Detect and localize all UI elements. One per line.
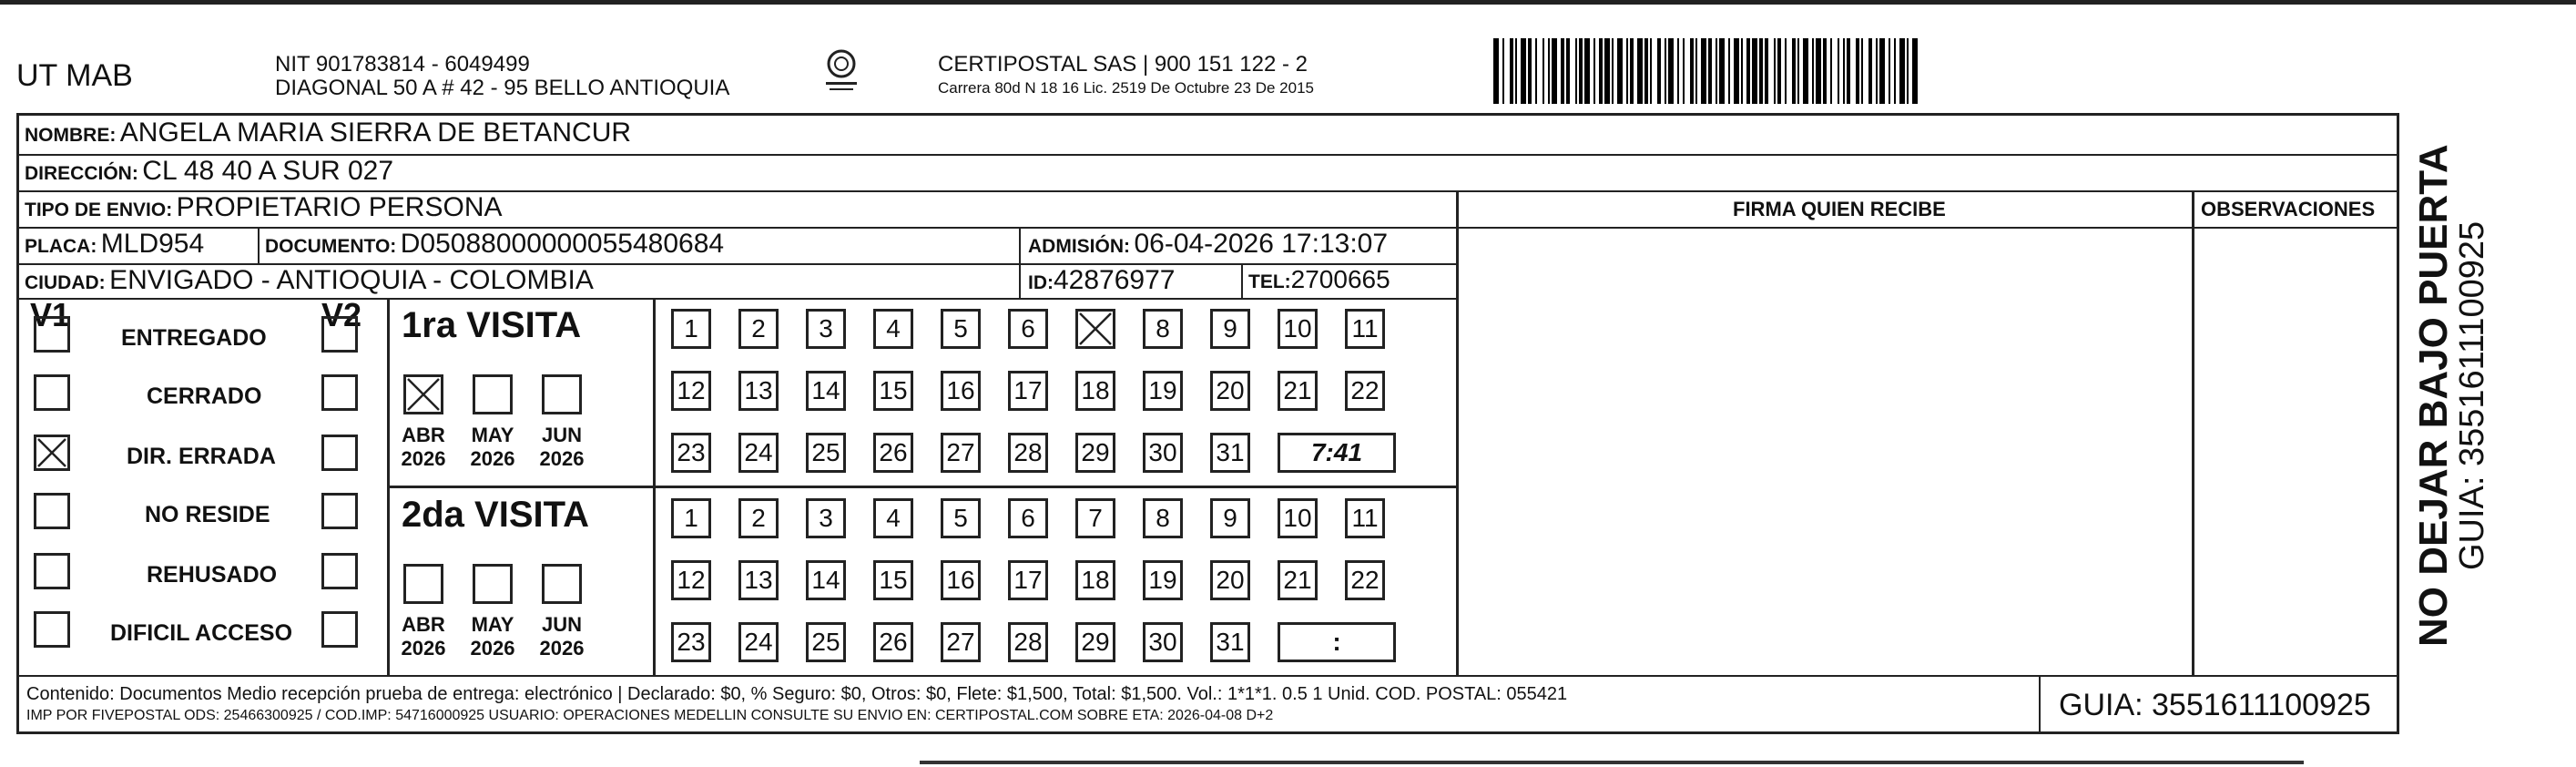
status-label: CERRADO	[147, 384, 262, 409]
day-checkbox[interactable]	[1075, 309, 1115, 349]
day-checkbox[interactable]: 31	[1210, 433, 1250, 473]
admision-label: ADMISIÓN:	[1028, 236, 1130, 257]
day-checkbox[interactable]: 4	[873, 498, 913, 538]
day-checkbox[interactable]: 5	[941, 498, 981, 538]
day-checkbox[interactable]: 20	[1210, 371, 1250, 411]
observaciones-header: OBSERVACIONES	[2201, 198, 2376, 220]
day-checkbox[interactable]: 3	[806, 498, 846, 538]
company-name: UT MAB	[16, 58, 133, 93]
visit-title: 1ra VISITA	[402, 305, 582, 345]
day-checkbox[interactable]: 21	[1278, 560, 1318, 600]
status-label: NO RESIDE	[145, 502, 270, 527]
day-checkbox[interactable]: 16	[941, 560, 981, 600]
top-border-line	[0, 0, 2576, 5]
day-checkbox[interactable]: 17	[1008, 371, 1048, 411]
status-label: REHUSADO	[147, 562, 278, 588]
day-checkbox[interactable]: 25	[806, 433, 846, 473]
id-value: 42876977	[1054, 265, 1176, 295]
v2-checkbox[interactable]	[321, 611, 358, 648]
placa-value: MLD954	[100, 229, 205, 259]
v1-checkbox[interactable]	[34, 374, 70, 411]
day-checkbox[interactable]: 26	[873, 622, 913, 662]
day-checkbox[interactable]: 12	[671, 371, 711, 411]
day-checkbox[interactable]: 28	[1008, 433, 1048, 473]
side-guia-number: GUIA: 3551611100925	[2453, 220, 2491, 570]
time-field[interactable]: :	[1278, 622, 1396, 662]
id-label: ID:	[1028, 272, 1054, 293]
v1-header: V1	[30, 296, 71, 333]
day-checkbox[interactable]: 8	[1143, 498, 1183, 538]
day-checkbox[interactable]: 6	[1008, 498, 1048, 538]
day-checkbox[interactable]: 2	[738, 498, 779, 538]
day-checkbox[interactable]: 6	[1008, 309, 1048, 349]
day-checkbox[interactable]: 21	[1278, 371, 1318, 411]
status-label: ENTREGADO	[121, 325, 267, 351]
month-label: MAY 2026	[470, 613, 515, 660]
day-checkbox[interactable]: 15	[873, 560, 913, 600]
day-checkbox[interactable]: 11	[1345, 309, 1385, 349]
month-checkbox[interactable]	[473, 564, 513, 604]
day-checkbox[interactable]: 27	[941, 622, 981, 662]
day-checkbox[interactable]: 8	[1143, 309, 1183, 349]
direccion-value: CL 48 40 A SUR 027	[142, 156, 394, 186]
v1-checkbox[interactable]	[34, 493, 70, 529]
v2-checkbox[interactable]	[321, 435, 358, 471]
tipo-value: PROPIETARIO PERSONA	[176, 192, 503, 222]
month-label: ABR 2026	[401, 424, 446, 470]
day-checkbox[interactable]: 10	[1278, 498, 1318, 538]
day-checkbox[interactable]: 13	[738, 560, 779, 600]
day-checkbox[interactable]: 9	[1210, 498, 1250, 538]
nombre-label: NOMBRE:	[25, 125, 117, 146]
no-dejar-bajo-puerta: NO DEJAR BAJO PUERTA	[2411, 144, 2456, 647]
day-checkbox[interactable]: 20	[1210, 560, 1250, 600]
day-checkbox[interactable]: 15	[873, 371, 913, 411]
v2-checkbox[interactable]	[321, 493, 358, 529]
month-checkbox[interactable]	[473, 374, 513, 414]
company-address: DIAGONAL 50 A # 42 - 95 BELLO ANTIOQUIA	[275, 76, 730, 100]
tipo-label: TIPO DE ENVIO:	[25, 199, 173, 220]
visit-title: 2da VISITA	[402, 495, 589, 535]
footer-content: Contenido: Documentos Medio recepción prueba de entrega: electrónico | Declarado: $0, % Seguro: $0, Otros: $0, Flete: $1,500, Total: $1,500. Vol.: 1*1*1. 0.5 1 Unid. COD. POSTAL: 055421	[26, 684, 1568, 704]
firma-header: FIRMA QUIEN RECIBE	[1733, 198, 1946, 220]
documento-label: DOCUMENTO:	[265, 236, 397, 257]
v1-checkbox[interactable]	[34, 611, 70, 648]
day-checkbox[interactable]: 23	[671, 433, 711, 473]
day-checkbox[interactable]: 1	[671, 498, 711, 538]
day-checkbox[interactable]: 30	[1143, 433, 1183, 473]
day-checkbox[interactable]: 31	[1210, 622, 1250, 662]
ciudad-value: ENVIGADO - ANTIOQUIA - COLOMBIA	[109, 265, 594, 295]
day-checkbox[interactable]: 28	[1008, 622, 1048, 662]
day-checkbox[interactable]: 13	[738, 371, 779, 411]
month-checkbox[interactable]	[542, 374, 582, 414]
month-label: ABR 2026	[401, 613, 446, 660]
status-label: DIFICIL ACCESO	[110, 620, 293, 646]
day-checkbox[interactable]: 12	[671, 560, 711, 600]
status-label: DIR. ERRADA	[127, 444, 276, 469]
ciudad-label: CIUDAD:	[25, 272, 106, 293]
v2-checkbox[interactable]	[321, 553, 358, 589]
day-checkbox[interactable]: 18	[1075, 371, 1115, 411]
month-checkbox[interactable]	[403, 374, 443, 414]
day-checkbox[interactable]: 25	[806, 622, 846, 662]
carrier-license: Carrera 80d N 18 16 Lic. 2519 De Octubre 23 De 2015	[938, 79, 1314, 97]
day-checkbox[interactable]: 5	[941, 309, 981, 349]
tel-label: TEL:	[1248, 271, 1291, 292]
guia-number: GUIA: 3551611100925	[2059, 688, 2371, 722]
day-checkbox[interactable]: 19	[1143, 560, 1183, 600]
time-field[interactable]: 7:41	[1278, 433, 1396, 473]
company-nit: NIT 901783814 - 6049499	[275, 52, 530, 77]
v2-header: V2	[321, 296, 362, 333]
month-label: JUN 2026	[539, 424, 585, 470]
v1-checkbox[interactable]	[34, 316, 70, 353]
day-checkbox[interactable]: 10	[1278, 309, 1318, 349]
shipping-form	[16, 113, 2399, 734]
day-checkbox[interactable]: 30	[1143, 622, 1183, 662]
month-checkbox[interactable]	[542, 564, 582, 604]
day-checkbox[interactable]: 3	[806, 309, 846, 349]
tel-value: 2700665	[1290, 265, 1390, 293]
documento-value: D05088000000055480684	[400, 229, 725, 259]
month-label: MAY 2026	[470, 424, 515, 470]
day-checkbox[interactable]: 27	[941, 433, 981, 473]
day-checkbox[interactable]: 24	[738, 433, 779, 473]
barcode	[1493, 38, 2222, 104]
day-checkbox[interactable]: 2	[738, 309, 779, 349]
day-checkbox[interactable]: 26	[873, 433, 913, 473]
day-checkbox[interactable]: 22	[1345, 560, 1385, 600]
bottom-border-line	[920, 761, 2304, 764]
day-checkbox[interactable]: 17	[1008, 560, 1048, 600]
day-checkbox[interactable]: 4	[873, 309, 913, 349]
carrier-name: CERTIPOSTAL SAS | 900 151 122 - 2	[938, 52, 1308, 77]
nombre-value: ANGELA MARIA SIERRA DE BETANCUR	[119, 118, 632, 148]
day-checkbox[interactable]: 9	[1210, 309, 1250, 349]
day-checkbox[interactable]: 14	[806, 371, 846, 411]
day-checkbox[interactable]: 1	[671, 309, 711, 349]
certipostal-logo	[815, 46, 868, 98]
month-label: JUN 2026	[539, 613, 585, 660]
day-checkbox[interactable]: 14	[806, 560, 846, 600]
v1-checkbox[interactable]	[34, 553, 70, 589]
v1-checkbox[interactable]	[34, 435, 70, 471]
day-checkbox[interactable]: 22	[1345, 371, 1385, 411]
direccion-label: DIRECCIÓN:	[25, 163, 138, 184]
admision-value: 06-04-2026 17:13:07	[1134, 229, 1389, 259]
day-checkbox[interactable]: 24	[738, 622, 779, 662]
day-checkbox[interactable]: 16	[941, 371, 981, 411]
day-checkbox[interactable]: 29	[1075, 433, 1115, 473]
day-checkbox[interactable]: 29	[1075, 622, 1115, 662]
footer-imp: IMP POR FIVEPOSTAL ODS: 25466300925 / COD.IMP: 54716000925 USUARIO: OPERACIONES MEDELLIN CONSULTE SU ENVIO EN: CERTIPOSTAL.COM SOBRE ETA: 2026-04-08 D+2	[26, 708, 1274, 723]
v2-checkbox[interactable]	[321, 316, 358, 353]
day-checkbox[interactable]: 11	[1345, 498, 1385, 538]
day-checkbox[interactable]: 7	[1075, 498, 1115, 538]
month-checkbox[interactable]	[403, 564, 443, 604]
v2-checkbox[interactable]	[321, 374, 358, 411]
placa-label: PLACA:	[25, 236, 97, 257]
day-checkbox[interactable]: 19	[1143, 371, 1183, 411]
day-checkbox[interactable]: 18	[1075, 560, 1115, 600]
day-checkbox[interactable]: 23	[671, 622, 711, 662]
